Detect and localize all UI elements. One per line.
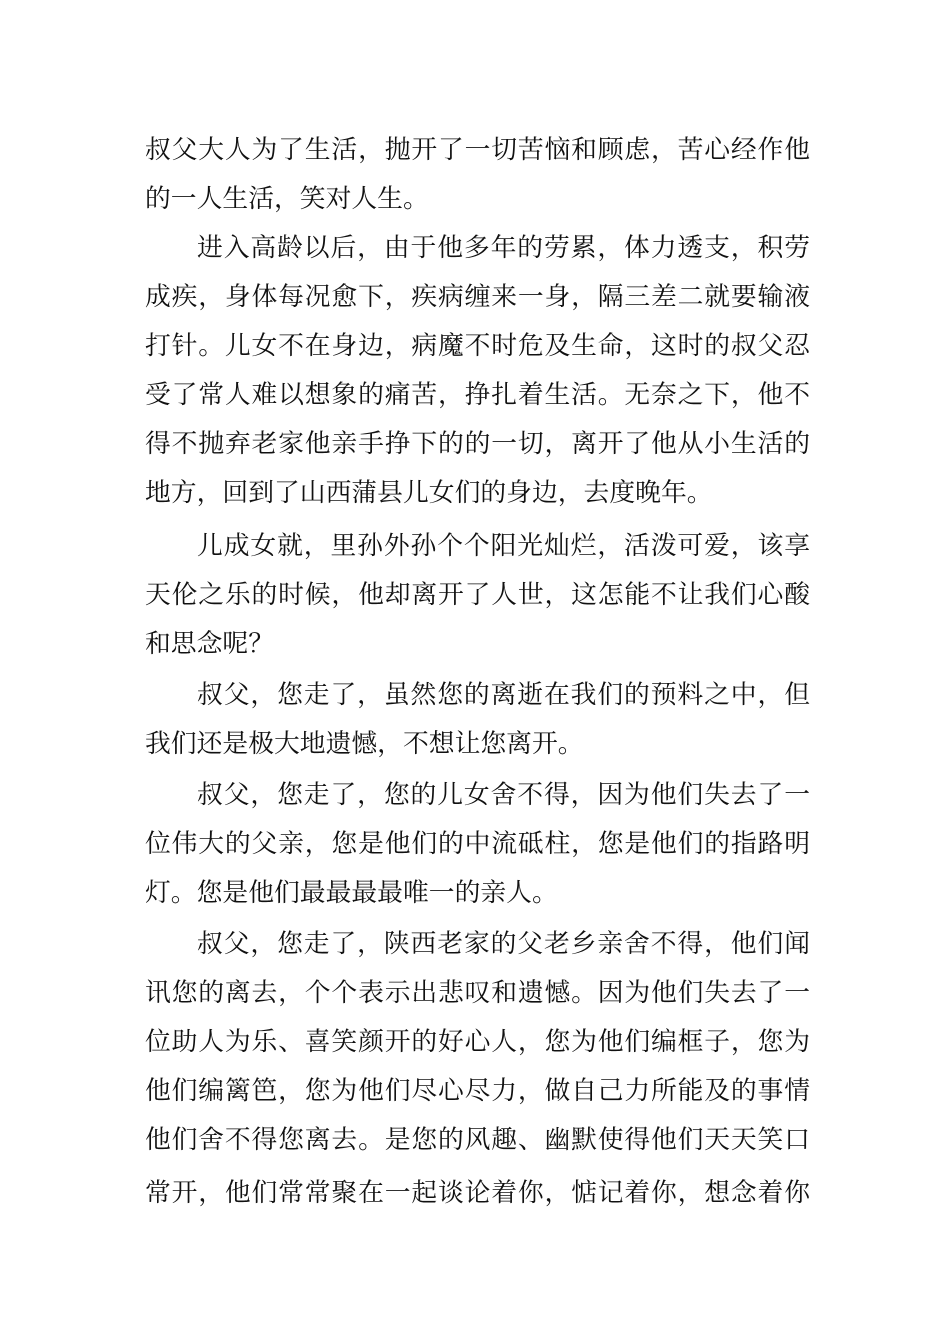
paragraph-start-line: 儿成女就，里孙外孙个个阳光灿烂，活泼可爱，该享 <box>197 531 810 561</box>
text-line: 常开，他们常常聚在一起谈论着你，惦记着你，想念着你 <box>145 1178 810 1208</box>
text-line: 受了常人难以想象的痛苦，挣扎着生活。无奈之下，他不 <box>145 380 810 410</box>
text-line: 天伦之乐的时候，他却离开了人世，这怎能不让我们心酸 <box>145 580 810 610</box>
text-line: 我们还是极大地遗憾，不想让您离开。 <box>145 729 584 759</box>
paragraph-start-line: 叔父，您走了，虽然您的离逝在我们的预料之中，但 <box>197 680 810 710</box>
text-line: 地方，回到了山西蒲县儿女们的身边，去度晚年。 <box>145 478 713 508</box>
text-line: 他们编篱笆，您为他们尽心尽力，做自己力所能及的事情 <box>145 1076 810 1106</box>
text-line: 和思念呢？ <box>145 629 274 659</box>
paragraph-start-line: 进入高龄以后，由于他多年的劳累，体力透支，积劳 <box>197 233 810 263</box>
text-line: 灯。您是他们最最最最唯一的亲人。 <box>145 878 558 908</box>
text-line: 成疾，身体每况愈下，疾病缠来一身，隔三差二就要输液 <box>145 282 810 312</box>
text-line: 打针。儿女不在身边，病魔不时危及生命，这时的叔父忍 <box>145 331 810 361</box>
text-line: 得不抛弃老家他亲手挣下的的一切，离开了他从小生活的 <box>145 429 810 459</box>
paragraph-start-line: 叔父，您走了，陕西老家的父老乡亲舍不得，他们闻 <box>197 929 810 959</box>
text-line: 他们舍不得您离去。是您的风趣、幽默使得他们天天笑口 <box>145 1125 810 1155</box>
paragraph-start-line: 叔父，您走了，您的儿女舍不得，因为他们失去了一 <box>197 780 810 810</box>
text-line: 的一人生活，笑对人生。 <box>145 184 429 214</box>
text-line: 位助人为乐、喜笑颜开的好心人，您为他们编框子，您为 <box>145 1027 810 1057</box>
text-line: 位伟大的父亲，您是他们的中流砥柱，您是他们的指路明 <box>145 829 810 859</box>
text-line: 讯您的离去，个个表示出悲叹和遗憾。因为他们失去了一 <box>145 978 810 1008</box>
text-line: 叔父大人为了生活，抛开了一切苦恼和顾虑，苦心经作他 <box>145 135 810 165</box>
